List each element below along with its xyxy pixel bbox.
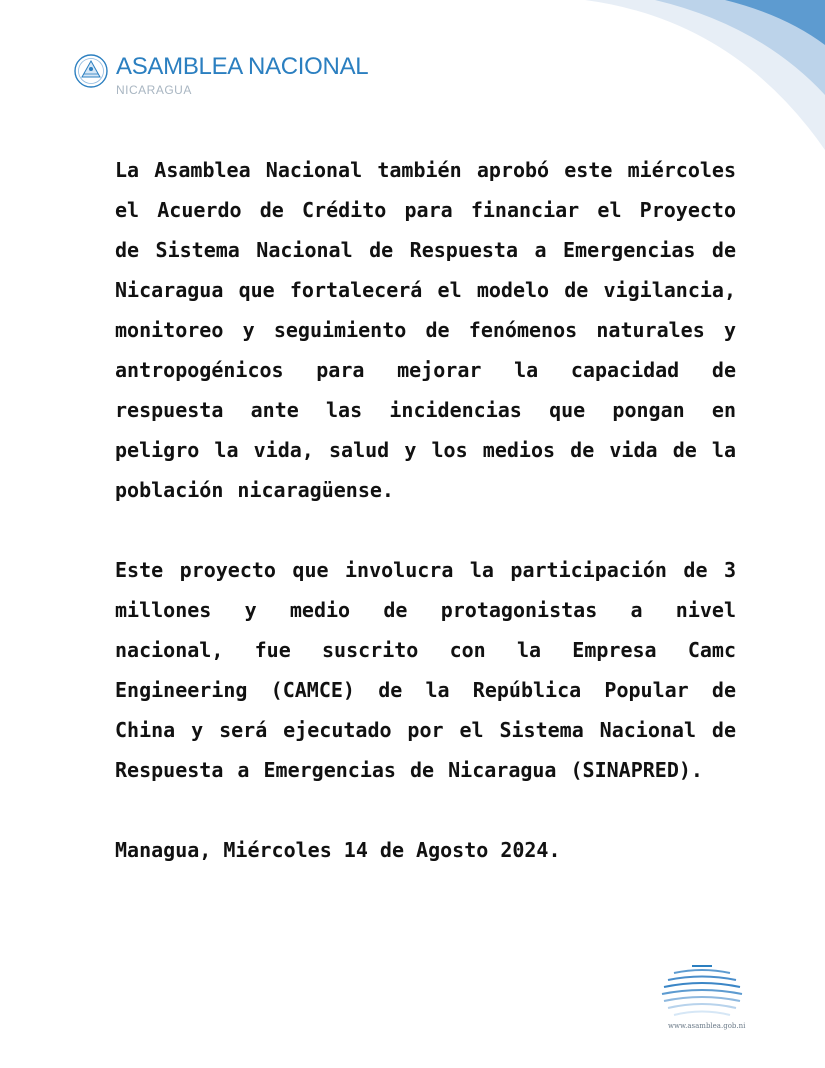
country-name: NICARAGUA [116,83,192,97]
national-seal-icon [74,54,108,88]
paragraph-project-details: Este proyecto que involucra la participación de 3 millones y medio de protagonistas a nivel nacional, fue suscrito con la Empresa Camc Engineering (CAMCE) de la República Popular de China y será ejecutado por el Sistema Nacional de Respuesta a Emergencias de Nicaragua (SINAPRED). [115,558,736,782]
document-body [115,150,736,870]
footer-website: www.asamblea.gob.ni [668,1022,746,1030]
brand-block [116,52,368,98]
assembly-logo-icon [660,963,744,1019]
corner-swoosh-decoration [565,0,825,150]
letterhead [74,52,368,98]
institution-name: ASAMBLEA NACIONAL [116,53,369,80]
paragraph-credit-approval: La Asamblea Nacional también aprobó este miércoles el Acuerdo de Crédito para financiar el Proyecto de Sistema Nacional de Respuesta a Emergencias de Nicaragua que fortalecerá el modelo de vigilancia, monitoreo y seguimiento de fenómenos naturales y antropogénicos para mejorar la capacidad de respuesta ante las incidencias que pongan en peligro la vida, salud y los medios de vida de la población nicaragüense. [115,158,736,502]
dateline: Managua, Miércoles 14 de Agosto 2024. [115,838,561,862]
